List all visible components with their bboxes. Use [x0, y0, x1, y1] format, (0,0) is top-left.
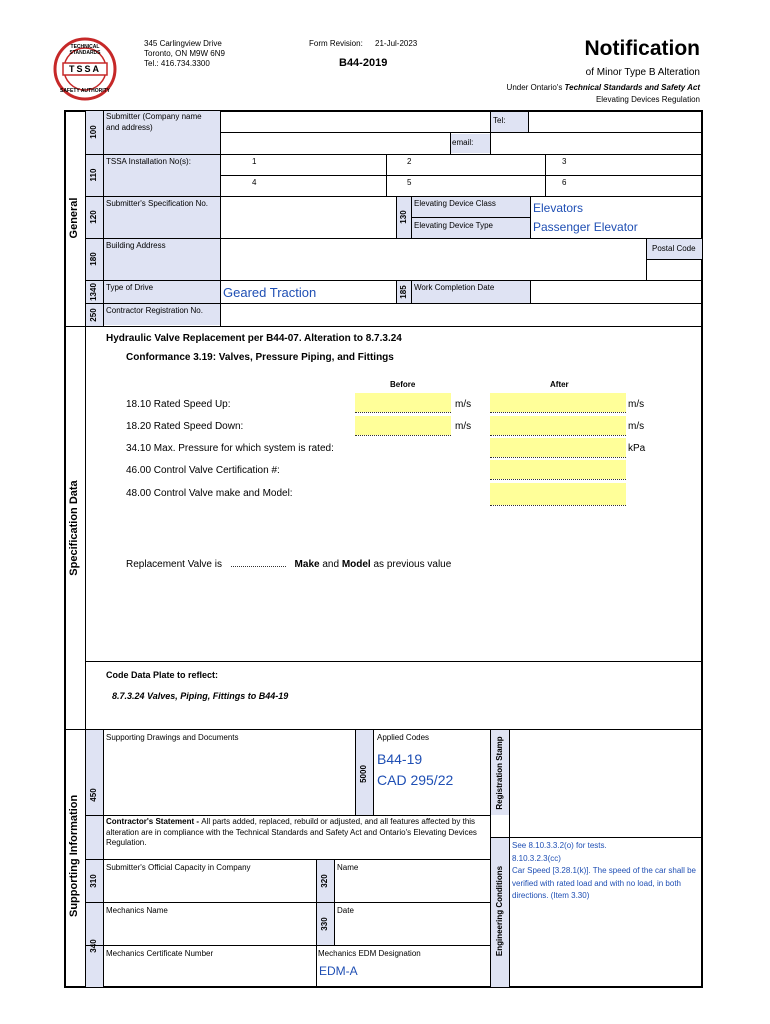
- speed-up-before-input[interactable]: [355, 393, 451, 412]
- before-heading: Before: [390, 380, 416, 389]
- mechanics-name-label: Mechanics Name: [106, 906, 168, 915]
- act-line: [507, 83, 700, 93]
- address-line-1: 345 Carlingview Drive: [144, 39, 222, 48]
- email-field[interactable]: [491, 134, 701, 153]
- code-450: 450: [89, 788, 98, 802]
- code-110: 110: [89, 168, 98, 182]
- device-type-value[interactable]: Passenger Elevator: [533, 220, 638, 234]
- name-label: Name: [337, 863, 359, 872]
- valve-cert-after-input[interactable]: [490, 460, 626, 479]
- installation-num-4: 4: [252, 178, 257, 187]
- section-general-label: General: [68, 197, 80, 239]
- page-subtitle: of Minor Type B Alteration: [585, 67, 700, 78]
- code-250: 250: [89, 308, 98, 322]
- applied-codes-label: Applied Codes: [377, 733, 430, 742]
- replacement-suffix: as previous value: [370, 559, 452, 570]
- spec-row-label: 34.10 Max. Pressure for which system is rated:: [126, 443, 334, 454]
- logo-bottom-text: SAFETY AUTHORITY: [59, 88, 110, 94]
- mech-cert-field[interactable]: [104, 961, 315, 986]
- spec-row-label: 18.10 Rated Speed Up:: [126, 399, 231, 410]
- speed-down-after-input[interactable]: [490, 416, 626, 435]
- replacement-prefix: Replacement Valve is: [126, 559, 222, 570]
- tel-field[interactable]: [529, 112, 701, 132]
- statement-text: All parts added, replaced, rebuild or adjusted, and all features affected by this alteration are in compliance with the Technical Standards and Safety Act and Ontario's Elevating Devices Regulation.: [106, 817, 477, 847]
- device-class-label: Elevating Device Class: [414, 199, 496, 208]
- replacement-input[interactable]: [231, 556, 286, 567]
- form-revision-label: Form Revision:: [309, 39, 363, 48]
- spec-unit: m/s: [628, 421, 645, 432]
- regulation-line: Elevating Devices Regulation: [595, 95, 700, 104]
- registration-stamp-label: Registration Stamp: [495, 736, 504, 810]
- installation-num-1: 1: [252, 157, 257, 166]
- drive-type-value[interactable]: Geared Traction: [223, 285, 317, 300]
- spec-unit: m/s: [455, 399, 472, 410]
- and-word: and: [319, 559, 342, 570]
- eng-line-3: Car Speed [3.28.1(k)]. The speed of the car shall be verified with rated load and with no load, in both directions. (Item 3.30): [512, 866, 696, 900]
- code-1340: 1340: [89, 283, 98, 301]
- building-address-label: Building Address: [106, 241, 166, 250]
- date-label: Date: [337, 906, 354, 915]
- spec-conformance: Conformance 3.19: Valves, Pressure Piping, and Fittings: [126, 352, 394, 363]
- installation-num-2: 2: [407, 157, 412, 166]
- logo-top-text: TECHNICAL STANDARDS: [69, 44, 101, 56]
- submitter-label: Submitter (Company name and address): [106, 112, 202, 132]
- device-type-label: Elevating Device Type: [414, 221, 494, 230]
- act-name: Technical Standards and Safety Act: [564, 83, 700, 92]
- engineering-conditions-text: [512, 840, 702, 903]
- section-support-label: Supporting Information: [68, 794, 80, 917]
- code-330: 330: [320, 917, 329, 931]
- form-revision-date: 21-Jul-2023: [375, 39, 418, 48]
- code-plate-value: 8.7.3.24 Valves, Piping, Fittings to B44-19: [112, 691, 289, 701]
- statement-bold: Contractor's Statement -: [106, 817, 202, 826]
- valve-model-after-input[interactable]: [490, 483, 626, 505]
- speed-up-after-input[interactable]: [490, 393, 626, 412]
- after-heading: After: [550, 380, 569, 389]
- code-100: 100: [89, 125, 98, 139]
- spec-no-label: Submitter's Specification No.: [106, 199, 209, 208]
- installation-label: TSSA Installation No(s):: [106, 157, 191, 166]
- engineering-conditions-label: Engineering Conditions: [495, 865, 504, 957]
- tssa-address: [144, 39, 225, 69]
- section-spec-label: Specification Data: [68, 480, 80, 576]
- tel-label: Tel:: [493, 116, 506, 125]
- logo-mid-text: TSSA: [68, 64, 101, 74]
- completion-date-label: Work Completion Date: [414, 283, 495, 292]
- page-title: Notification: [584, 37, 700, 60]
- drive-type-label: Type of Drive: [106, 283, 154, 292]
- postal-code-label: Postal Code: [652, 244, 696, 253]
- applied-code-2[interactable]: CAD 295/22: [377, 772, 454, 788]
- spec-row-label: 46.00 Control Valve Certification #:: [126, 465, 280, 476]
- installation-num-6: 6: [562, 178, 567, 187]
- drawings-label: Supporting Drawings and Documents: [106, 733, 239, 742]
- building-address-field[interactable]: [221, 239, 645, 279]
- installation-num-3: 3: [562, 157, 567, 166]
- code-320: 320: [320, 874, 329, 888]
- registration-stamp-area: [510, 730, 702, 836]
- spec-unit: m/s: [455, 421, 472, 432]
- capacity-field[interactable]: [104, 875, 315, 901]
- device-class-value[interactable]: Elevators: [533, 201, 584, 215]
- code-120: 120: [89, 210, 98, 224]
- address-line-2: Toronto, ON M9W 6N9: [144, 49, 225, 58]
- eng-line-1: See 8.10.3.3.2(o) for tests.: [512, 841, 607, 850]
- act-prefix: Under Ontario's: [506, 83, 565, 92]
- eng-line-2: 8.10.3.2.3(cc): [512, 853, 561, 863]
- contractor-statement: [106, 817, 488, 849]
- speed-down-before-input[interactable]: [355, 416, 451, 435]
- spec-heading: Hydraulic Valve Replacement per B44-07. Alteration to 8.7.3.24: [106, 333, 402, 344]
- mechanics-name-field[interactable]: [104, 918, 315, 944]
- spec-row-label: 48.00 Control Valve make and Model:: [126, 488, 293, 499]
- code-185: 185: [399, 285, 408, 299]
- address-tel: Tel.: 416.734.3300: [144, 59, 210, 68]
- contractor-reg-label: Contractor Registration No.: [106, 306, 203, 315]
- code-130: 130: [399, 210, 408, 224]
- mech-edm-label: Mechanics EDM Designation: [318, 949, 421, 958]
- installation-num-5: 5: [407, 178, 412, 187]
- capacity-label: Submitter's Official Capacity in Company: [106, 863, 251, 872]
- pressure-after-input[interactable]: [490, 438, 626, 457]
- mech-edm-value[interactable]: EDM-A: [319, 964, 358, 978]
- tssa-logo: [53, 37, 117, 101]
- code-340: 340: [89, 939, 98, 953]
- date-field[interactable]: [335, 918, 489, 944]
- code-310: 310: [89, 874, 98, 888]
- code-180: 180: [89, 252, 98, 266]
- name-field[interactable]: [335, 875, 489, 901]
- spec-unit: kPa: [628, 443, 646, 454]
- spec-no-field[interactable]: [221, 197, 395, 237]
- make-word: Make: [294, 559, 320, 570]
- drawings-field[interactable]: [104, 745, 354, 814]
- form-code: B44-2019: [339, 57, 388, 69]
- completion-date-field[interactable]: [531, 281, 701, 302]
- spec-unit: m/s: [628, 399, 645, 410]
- email-label: email:: [452, 138, 474, 147]
- code-plate-label: Code Data Plate to reflect:: [106, 670, 219, 680]
- submitter-field[interactable]: [221, 112, 489, 132]
- applied-code-1[interactable]: B44-19: [377, 751, 423, 767]
- code-5000: 5000: [359, 765, 368, 783]
- postal-code-field[interactable]: [647, 260, 701, 279]
- model-word: Model: [341, 559, 371, 570]
- replacement-line: [126, 556, 451, 570]
- spec-row-label: 18.20 Rated Speed Down:: [126, 421, 244, 432]
- contractor-reg-field[interactable]: [221, 304, 701, 325]
- mech-cert-label: Mechanics Certificate Number: [106, 949, 214, 958]
